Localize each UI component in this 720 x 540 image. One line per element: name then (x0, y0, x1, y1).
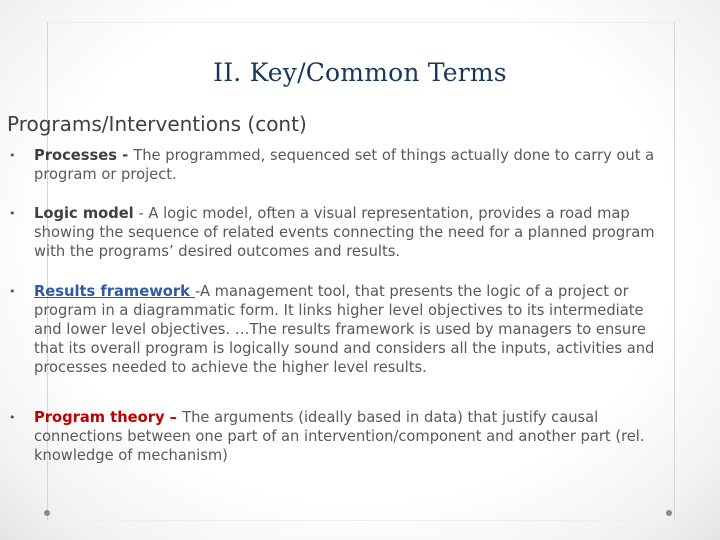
bullet-icon: • (9, 285, 16, 298)
definition-logic-model: - A logic model, often a visual representation, provides a road map showing the sequence of related events connecting the need for a planned program with the programs’ desired outcomes and results. (34, 205, 655, 260)
term-logic-model: Logic model (34, 205, 134, 222)
item-text (34, 408, 674, 465)
item-text (34, 282, 674, 377)
bullet-icon: • (9, 411, 16, 424)
slide-title: II. Key/Common Terms (213, 58, 507, 87)
slide-subtitle: Programs/Interventions (cont) (7, 112, 307, 136)
term-program-theory: Program theory – (34, 409, 183, 426)
definition-processes: The programmed, sequenced set of things actually done to carry out a program or project. (34, 147, 655, 183)
definition-program-theory: The arguments (ideally based in data) that justify causal connections between one part of an intervention/component and another part (rel. knowledge of mechanism) (34, 409, 645, 464)
bullet-icon: • (9, 149, 16, 162)
term-processes: Processes - (34, 147, 134, 164)
item-text (34, 204, 674, 261)
item-text (34, 146, 674, 184)
bullet-icon: • (9, 207, 16, 220)
term-results-framework-link[interactable]: Results framework (34, 283, 195, 300)
definition-results-framework: -A management tool, that presents the logic of a project or program in a diagrammatic form. It links higher level objectives to its intermediate and lower level objectives. …The results framework is used by managers to ensure that its overall program is logically sound and considers all the inputs, activities and processes needed to achieve the higher level results. (34, 283, 655, 376)
